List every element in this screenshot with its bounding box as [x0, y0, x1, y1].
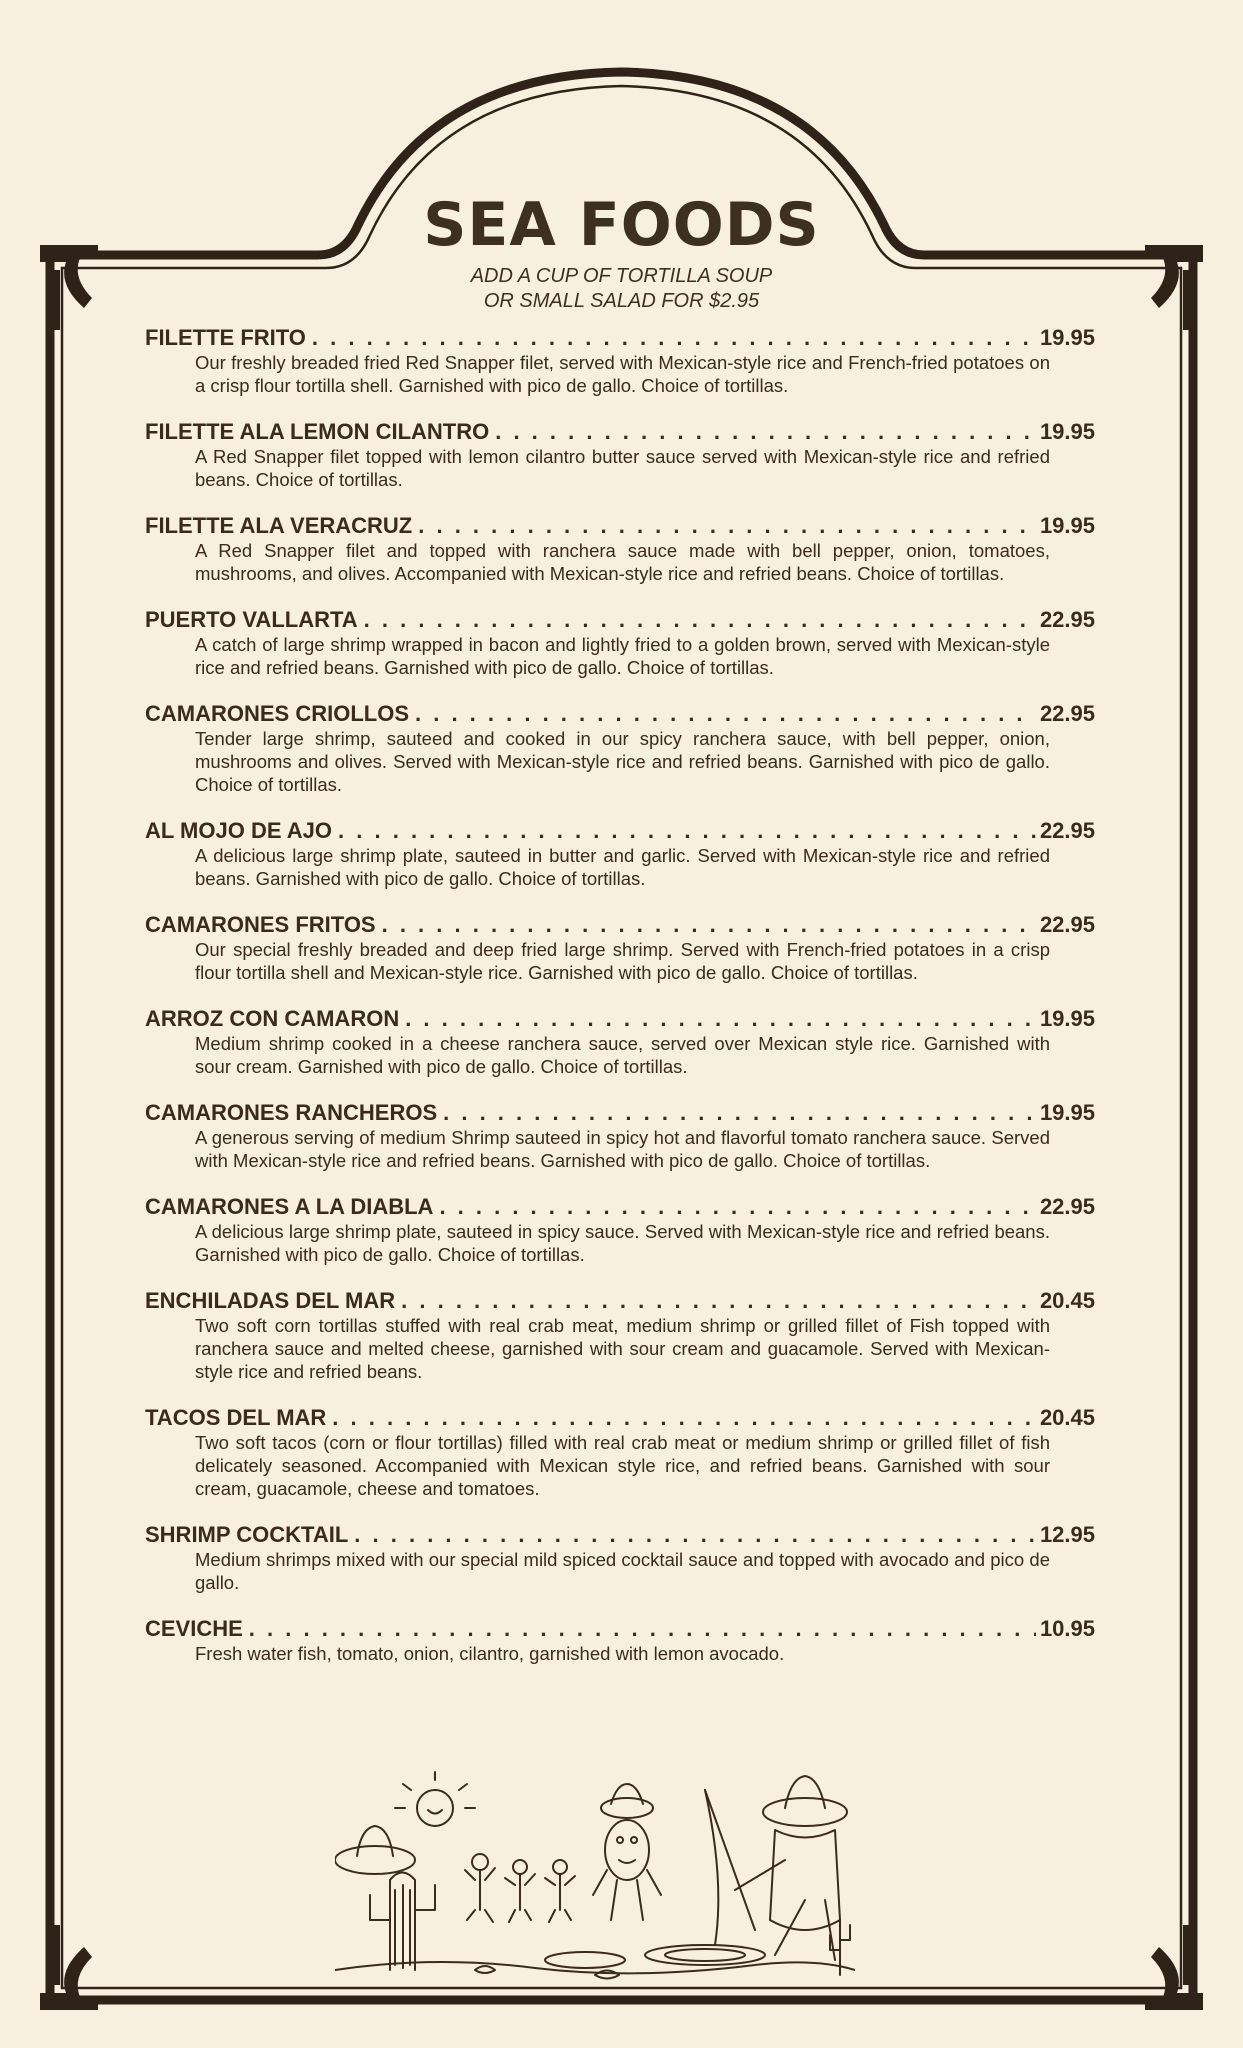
menu-item-description: Two soft corn tortillas stuffed with real crab meat, medium shrimp or grilled fillet of Fish topped with ranchera sauce and melted cheese, garnished with sour cream and guacamole. Served with Mexican-style rice and refried beans. — [195, 1315, 1050, 1382]
menu-item-leader-dots — [312, 325, 1036, 351]
menu-item-header — [145, 1405, 1095, 1431]
menu-item-description: Medium shrimps mixed with our special mild spiced cocktail sauce and topped with avocado and pico de gallo. — [195, 1549, 1050, 1593]
menu-item-price: 22.95 — [1039, 1194, 1095, 1219]
menu-item — [145, 818, 1095, 890]
menu-item-leader-dots — [439, 1194, 1036, 1220]
menu-item-price: 19.95 — [1039, 1100, 1095, 1125]
menu-item-header — [145, 1616, 1095, 1642]
menu-item — [145, 1522, 1095, 1594]
menu-item-name: AL MOJO DE AJO — [145, 818, 333, 843]
menu-item-leader-dots — [401, 1288, 1036, 1314]
menu-item — [145, 325, 1095, 397]
menu-item-header — [145, 325, 1095, 351]
menu-item-header — [145, 1522, 1095, 1548]
menu-item-header — [145, 607, 1095, 633]
menu-item-price: 19.95 — [1039, 513, 1095, 538]
menu-item-header — [145, 912, 1095, 938]
menu-item-leader-dots — [495, 419, 1036, 445]
menu-item-description: A Red Snapper filet and topped with ranchera sauce made with bell pepper, onion, tomatoes, mushrooms, and olives. Accompanied with Mexican-style rice and refried beans. Choice of tortillas. — [195, 540, 1050, 584]
menu-item-description: Our special freshly breaded and deep fried large shrimp. Served with French-fried potatoes in a crisp flour tortilla shell and Mexican-style rice. Garnished with pico de gallo. Choice of tortillas. — [195, 939, 1050, 983]
menu-item-price: 10.95 — [1039, 1616, 1095, 1641]
menu-item-leader-dots — [354, 1522, 1036, 1548]
menu-item — [145, 701, 1095, 796]
menu-item-description: Our freshly breaded fried Red Snapper filet, served with Mexican-style rice and French-fried potatoes on a crisp flour tortilla shell. Garnished with pico de gallo. Choice of tortillas. — [195, 352, 1050, 396]
menu-item-description: Tender large shrimp, sauteed and cooked in our spicy ranchera sauce, with bell pepper, onion, mushrooms and olives. Served with Mexican-style rice and refried beans. Garnished with pico de gallo. Choice of tortillas. — [195, 728, 1050, 795]
menu-item-name: FILETTE ALA LEMON CILANTRO — [145, 419, 490, 444]
subtitle-line-2: OR SMALL SALAD FOR $2.95 — [483, 290, 760, 312]
menu-item-description: Fresh water fish, tomato, onion, cilantro, garnished with lemon avocado. — [195, 1643, 785, 1664]
menu-item-price: 19.95 — [1039, 325, 1095, 350]
menu-item-header — [145, 1006, 1095, 1032]
menu-item — [145, 1194, 1095, 1266]
menu-item-header — [145, 419, 1095, 445]
menu-item-leader-dots — [249, 1616, 1036, 1642]
menu-item-header — [145, 1194, 1095, 1220]
menu-item-description: Two soft tacos (corn or flour tortillas) filled with real crab meat or medium shrimp or grilled fillet of fish delicately seasoned. Accompanied with Mexican style rice, and refried beans. Garnished with sour cream, guacamole, cheese and tomatoes. — [195, 1432, 1050, 1499]
menu-item-name: FILETTE FRITO — [145, 325, 306, 350]
menu-item-leader-dots — [415, 701, 1036, 727]
menu-item-header — [145, 818, 1095, 844]
menu-item — [145, 912, 1095, 984]
menu-item-header — [145, 701, 1095, 727]
menu-item-price: 22.95 — [1039, 607, 1095, 632]
menu-item-name: SHRIMP COCKTAIL — [145, 1522, 349, 1547]
menu-item-header — [145, 1100, 1095, 1126]
menu-item-name: TACOS DEL MAR — [145, 1405, 327, 1430]
menu-item — [145, 1006, 1095, 1078]
menu-item-description: A catch of large shrimp wrapped in bacon and lightly fried to a golden brown, served with Mexican-style rice and refried beans. Garnished with pico de gallo. Choice of tortillas. — [195, 634, 1050, 678]
menu-item-leader-dots — [332, 1405, 1036, 1431]
menu-item-leader-dots — [443, 1100, 1036, 1126]
menu-item — [145, 419, 1095, 491]
menu-item-name: CEVICHE — [145, 1616, 243, 1641]
menu-item-price: 22.95 — [1039, 912, 1095, 937]
menu-item-description: A generous serving of medium Shrimp sauteed in spicy hot and flavorful tomato ranchera sauce. Served with Mexican-style rice and refried beans. Garnished with pico de gallo. Choice of tortillas. — [195, 1127, 1050, 1171]
menu-item-name: ARROZ CON CAMARON — [145, 1006, 400, 1031]
menu-item — [145, 1616, 1095, 1665]
menu-item — [145, 1405, 1095, 1500]
menu-item-description: A Red Snapper filet topped with lemon cilantro butter sauce served with Mexican-style rice and refried beans. Choice of tortillas. — [195, 446, 1050, 490]
menu-item-price: 20.45 — [1039, 1288, 1095, 1313]
menu-item-price: 22.95 — [1039, 701, 1095, 726]
menu-item-leader-dots — [405, 1006, 1036, 1032]
menu-subtitle — [0, 264, 1243, 314]
menu-item-description: A delicious large shrimp plate, sauteed in butter and garlic. Served with Mexican-style rice and refried beans. Garnished with pico de gallo. Choice of tortillas. — [195, 845, 1050, 889]
menu-item-leader-dots — [382, 912, 1036, 938]
desert-fishing-scene-illustration — [335, 1770, 855, 1990]
menu-item-name: CAMARONES CRIOLLOS — [145, 701, 409, 726]
menu-item-name: ENCHILADAS DEL MAR — [145, 1288, 396, 1313]
menu-item-leader-dots — [364, 607, 1036, 633]
menu-item-list — [145, 325, 1095, 1687]
menu-item — [145, 1288, 1095, 1383]
menu-item-leader-dots — [418, 513, 1036, 539]
menu-item-price: 19.95 — [1039, 419, 1095, 444]
menu-item-leader-dots — [338, 818, 1036, 844]
menu-item-price: 19.95 — [1039, 1006, 1095, 1031]
menu-item-name: FILETTE ALA VERACRUZ — [145, 513, 413, 538]
menu-item-name: CAMARONES RANCHEROS — [145, 1100, 438, 1125]
menu-item-price: 12.95 — [1039, 1522, 1095, 1547]
menu-item — [145, 1100, 1095, 1172]
menu-item — [145, 607, 1095, 679]
menu-item-name: CAMARONES FRITOS — [145, 912, 376, 937]
menu-item-header — [145, 513, 1095, 539]
menu-item-description: Medium shrimp cooked in a cheese ranchera sauce, served over Mexican style rice. Garnished with sour cream. Garnished with pico de gallo. Choice of tortillas. — [195, 1033, 1050, 1077]
menu-title: SEA FOODS — [423, 190, 820, 260]
menu-item-name: CAMARONES A LA DIABLA — [145, 1194, 434, 1219]
menu-item — [145, 513, 1095, 585]
menu-item-price: 22.95 — [1039, 818, 1095, 843]
menu-item-header — [145, 1288, 1095, 1314]
menu-item-price: 20.45 — [1039, 1405, 1095, 1430]
subtitle-line-1: ADD A CUP OF TORTILLA SOUP — [470, 265, 773, 287]
menu-item-description: A delicious large shrimp plate, sauteed in spicy sauce. Served with Mexican-style rice and refried beans. Garnished with pico de gallo. Choice of tortillas. — [195, 1221, 1050, 1265]
menu-item-name: PUERTO VALLARTA — [145, 607, 358, 632]
